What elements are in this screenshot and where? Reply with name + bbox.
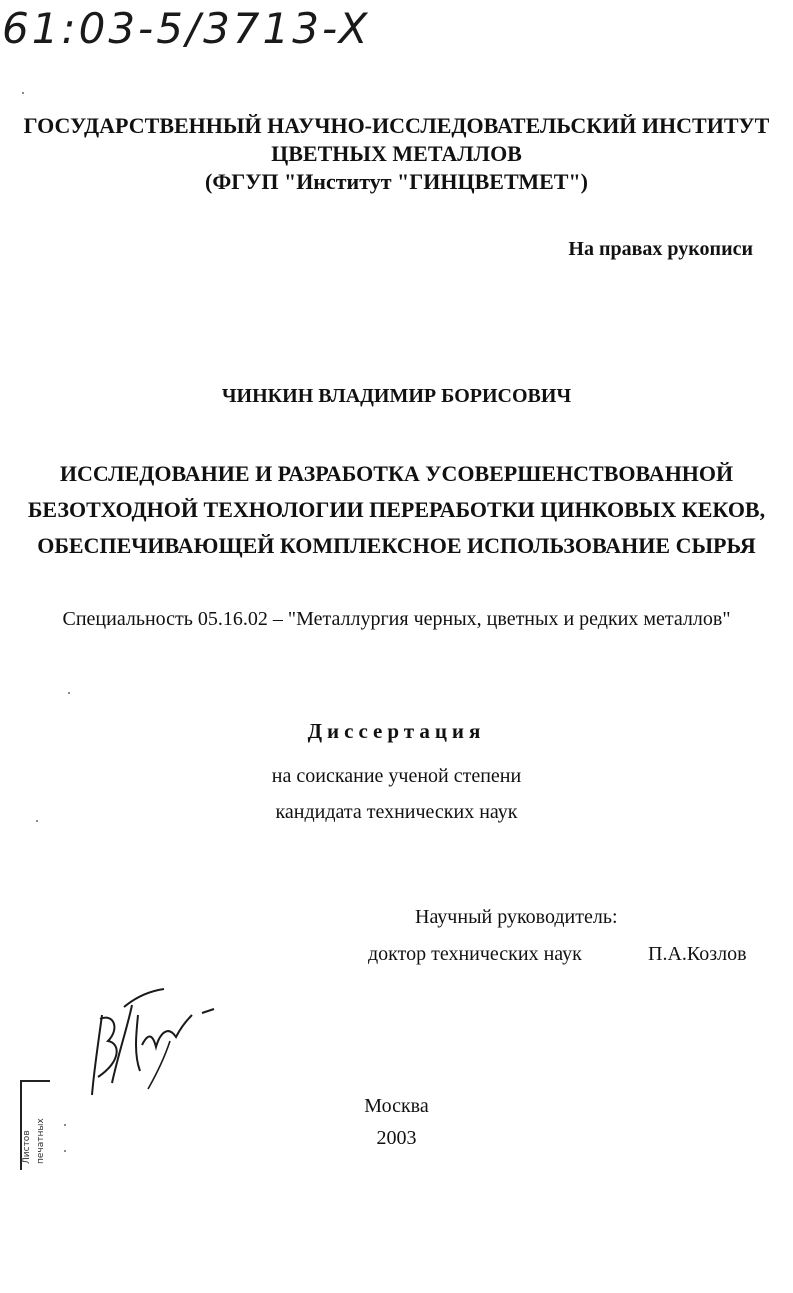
institution-header: [0, 112, 793, 196]
scan-speck: [36, 820, 38, 822]
author-name: ЧИНКИН ВЛАДИМИР БОРИСОВИЧ: [221, 385, 572, 407]
supervisor-name: П.А.Козлов: [648, 943, 747, 965]
signature-scribble: [80, 985, 220, 1105]
institution-line-1: ГОСУДАРСТВЕННЫЙ НАУЧНО-ИССЛЕДОВАТЕЛЬСКИЙ ИНСТИТУТ: [23, 113, 770, 138]
scan-speck: [68, 692, 70, 694]
year: 2003: [376, 1127, 417, 1149]
supervisor-role: Научный руководитель:: [415, 906, 618, 928]
degree-line-2: кандидата технических наук: [275, 801, 518, 823]
scan-speck: [64, 1150, 66, 1152]
city-year-block: [0, 1090, 793, 1154]
title-line-2: БЕЗОТХОДНОЙ ТЕХНОЛОГИИ ПЕРЕРАБОТКИ ЦИНКОВЫХ КЕКОВ,: [27, 497, 766, 522]
degree-block: [0, 758, 793, 830]
city: Москва: [364, 1095, 429, 1117]
rights-note: На правах рукописи: [568, 238, 753, 260]
dissertation-label: Диссертация: [307, 719, 486, 743]
institution-line-3: (ФГУП "Институт "ГИНЦВЕТМЕТ"): [205, 169, 588, 194]
margin-stamp-line-2: печатных: [36, 1118, 46, 1164]
degree-line-1: на соискание ученой степени: [271, 765, 522, 787]
institution-line-2: ЦВЕТНЫХ МЕТАЛЛОВ: [271, 141, 522, 166]
title-line-3: ОБЕСПЕЧИВАЮЩЕЙ КОМПЛЕКСНОЕ ИСПОЛЬЗОВАНИЕ СЫРЬЯ: [37, 533, 756, 558]
specialty-line: Специальность 05.16.02 – "Металлургия черных, цветных и редких металлов": [62, 608, 731, 630]
dissertation-title: [0, 456, 793, 564]
margin-stamp-line-1: Листов: [22, 1130, 32, 1164]
title-line-1: ИССЛЕДОВАНИЕ И РАЗРАБОТКА УСОВЕРШЕНСТВОВАННОЙ: [59, 461, 734, 486]
supervisor-degree: доктор технических наук: [368, 943, 582, 965]
scan-speck: [22, 92, 24, 94]
scan-speck: [64, 1124, 66, 1126]
call-number: 61:03-5/3713-X: [2, 4, 371, 53]
